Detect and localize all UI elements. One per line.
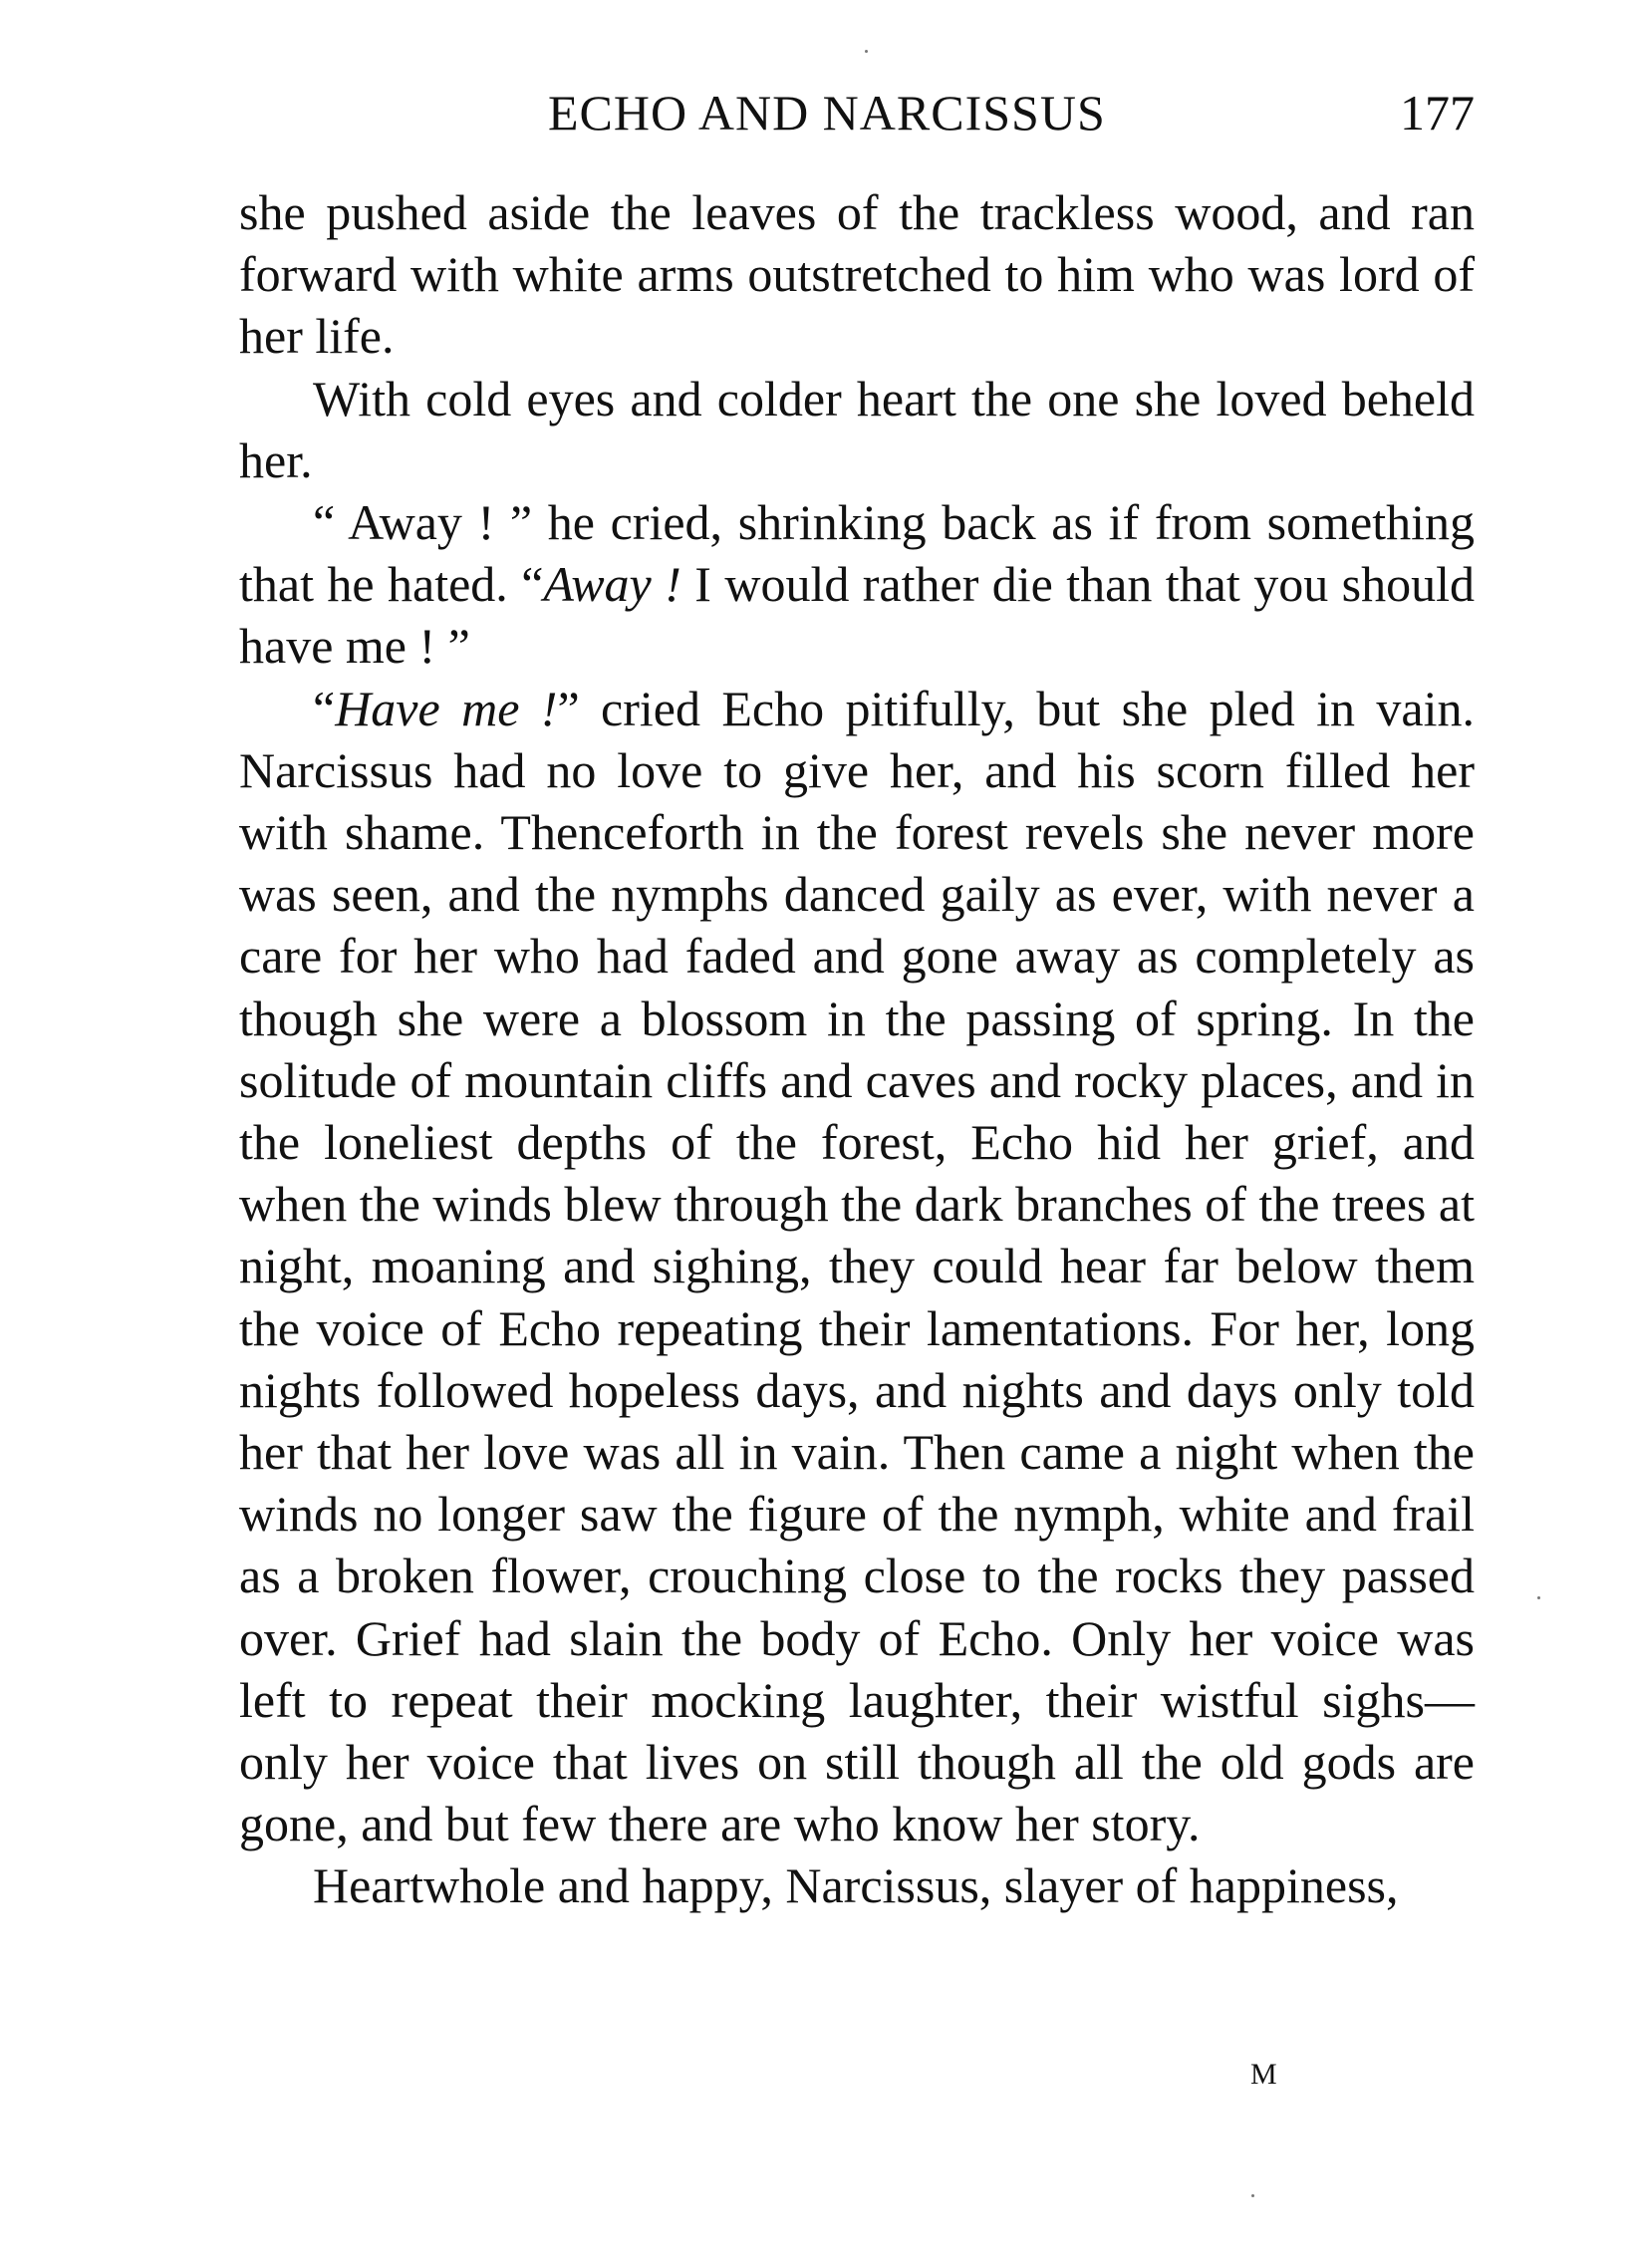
running-head	[239, 78, 1475, 147]
paragraph-away-text: “ Away ! ” he cried, shrinking back as if from something that he hated. “	[239, 494, 1475, 613]
page-number: 177	[1400, 85, 1475, 141]
paragraph-heartwhole: Heartwhole and happy, Narcissus, slayer of happiness,	[313, 1857, 1399, 1914]
paragraph-away	[239, 491, 1475, 678]
paper-speck	[1251, 2194, 1254, 2197]
paragraph-continued: she pushed aside the leaves of the trackless wood, and ran forward with white arms outstretched to him who was lord of her life.	[239, 184, 1475, 365]
italic-away: Away !	[543, 556, 681, 613]
paragraph-away-text-end: I would rather die than that you should have me ! ”	[239, 556, 1475, 675]
body-text	[239, 181, 1475, 1917]
paper-speck	[865, 50, 868, 53]
paragraph-cold-eyes: With cold eyes and colder heart the one she loved beheld her.	[239, 370, 1475, 488]
italic-have-me: Have me !	[335, 680, 558, 736]
paragraph-have-me	[239, 678, 1475, 1855]
paragraph-have-me-text: ” cried Echo pitifully, but she pled in vain. Narcissus had no love to give her, and his scorn filled her with shame. Thenceforth in the forest revels she never more was seen, and the nymphs danced gaily as ever, with never a care for her who had faded and gone away as completely as though she were a blossom in the passing of spring. In the solitude of mountain cliffs and caves and rocky places, and in the loneliest depths of the forest, Echo hid her grief, and when the winds blew through the dark branches of the trees at night, moaning and sighing, they could hear far below them the voice of Echo repeating their lamentations. For her, long nights followed hopeless days, and nights and days only told her that her love was all in vain. Then came a night when the winds no longer saw the figure of the nymph, white and frail as a broken flower, crouching close to the rocks they passed over. Grief had slain the body of Echo. Only her voice was left to repeat their mocking laughter, their wistful sighs—only her voice that lives on still though all the old gods are gone, and but few there are who know her story.	[239, 680, 1475, 1852]
running-title: ECHO AND NARCISSUS	[548, 85, 1106, 141]
signature-mark: M	[1250, 2058, 1278, 2091]
paper-speck	[1537, 1596, 1540, 1599]
open-quote: “	[313, 680, 336, 736]
